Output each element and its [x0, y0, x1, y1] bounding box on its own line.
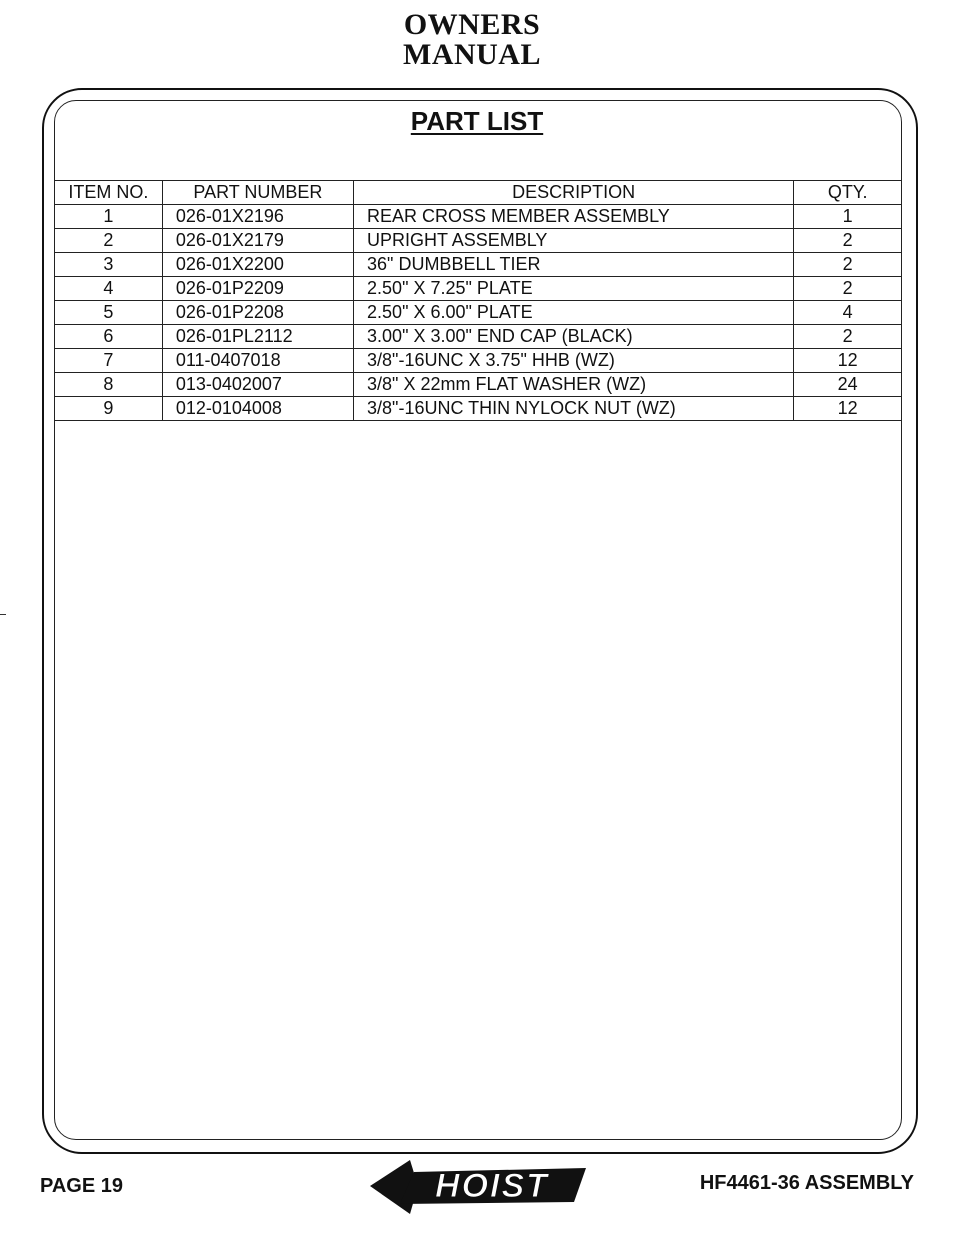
manual-header	[0, 10, 954, 70]
cell-description: REAR CROSS MEMBER ASSEMBLY	[354, 205, 794, 229]
table-row	[55, 301, 902, 325]
hoist-logo	[370, 1156, 590, 1218]
table-row	[55, 229, 902, 253]
cell-qty: 12	[794, 397, 902, 421]
table-row	[55, 349, 902, 373]
cell-part-number: 026-01P2208	[162, 301, 353, 325]
cell-part-number: 011-0407018	[162, 349, 353, 373]
cell-qty: 2	[794, 325, 902, 349]
column-header-item-no: ITEM NO.	[55, 181, 163, 205]
cell-description: 3.00" X 3.00" END CAP (BLACK)	[354, 325, 794, 349]
cell-item-no: 8	[55, 373, 163, 397]
column-header-part-number: PART NUMBER	[162, 181, 353, 205]
cell-description: UPRIGHT ASSEMBLY	[354, 229, 794, 253]
cell-part-number: 026-01X2179	[162, 229, 353, 253]
cell-qty: 1	[794, 205, 902, 229]
page-number: PAGE 19	[40, 1175, 123, 1197]
table-row	[55, 253, 902, 277]
svg-text:HOIST: HOIST	[435, 1167, 549, 1205]
cell-part-number: 026-01X2200	[162, 253, 353, 277]
margin-tick	[0, 614, 6, 615]
table-row	[55, 205, 902, 229]
cell-item-no: 4	[55, 277, 163, 301]
cell-qty: 2	[794, 253, 902, 277]
table-row	[55, 397, 902, 421]
table-row	[55, 325, 902, 349]
column-header-qty: QTY.	[794, 181, 902, 205]
cell-part-number: 013-0402007	[162, 373, 353, 397]
cell-item-no: 6	[55, 325, 163, 349]
cell-part-number: 012-0104008	[162, 397, 353, 421]
cell-description: 3/8"-16UNC X 3.75" HHB (WZ)	[354, 349, 794, 373]
parts-table	[54, 180, 902, 421]
cell-qty: 2	[794, 277, 902, 301]
header-line-2: MANUAL	[403, 38, 541, 71]
cell-description: 2.50" X 7.25" PLATE	[354, 277, 794, 301]
cell-item-no: 7	[55, 349, 163, 373]
table-row	[55, 373, 902, 397]
part-list-title: PART LIST	[410, 106, 544, 136]
cell-item-no: 3	[55, 253, 163, 277]
cell-qty: 12	[794, 349, 902, 373]
model-assembly-label: HF4461-36 ASSEMBLY	[699, 1172, 914, 1194]
cell-item-no: 9	[55, 397, 163, 421]
cell-part-number: 026-01PL2112	[162, 325, 353, 349]
cell-description: 3/8" X 22mm FLAT WASHER (WZ)	[354, 373, 794, 397]
cell-description: 2.50" X 6.00" PLATE	[354, 301, 794, 325]
cell-qty: 4	[794, 301, 902, 325]
cell-item-no: 1	[55, 205, 163, 229]
cell-description: 3/8"-16UNC THIN NYLOCK NUT (WZ)	[354, 397, 794, 421]
column-header-description: DESCRIPTION	[354, 181, 794, 205]
table-header-row	[55, 181, 902, 205]
cell-qty: 2	[794, 229, 902, 253]
table-row	[55, 277, 902, 301]
header-line-1: OWNERS	[403, 8, 541, 41]
cell-part-number: 026-01X2196	[162, 205, 353, 229]
cell-description: 36" DUMBBELL TIER	[354, 253, 794, 277]
cell-qty: 24	[794, 373, 902, 397]
cell-item-no: 2	[55, 229, 163, 253]
cell-part-number: 026-01P2209	[162, 277, 353, 301]
cell-item-no: 5	[55, 301, 163, 325]
